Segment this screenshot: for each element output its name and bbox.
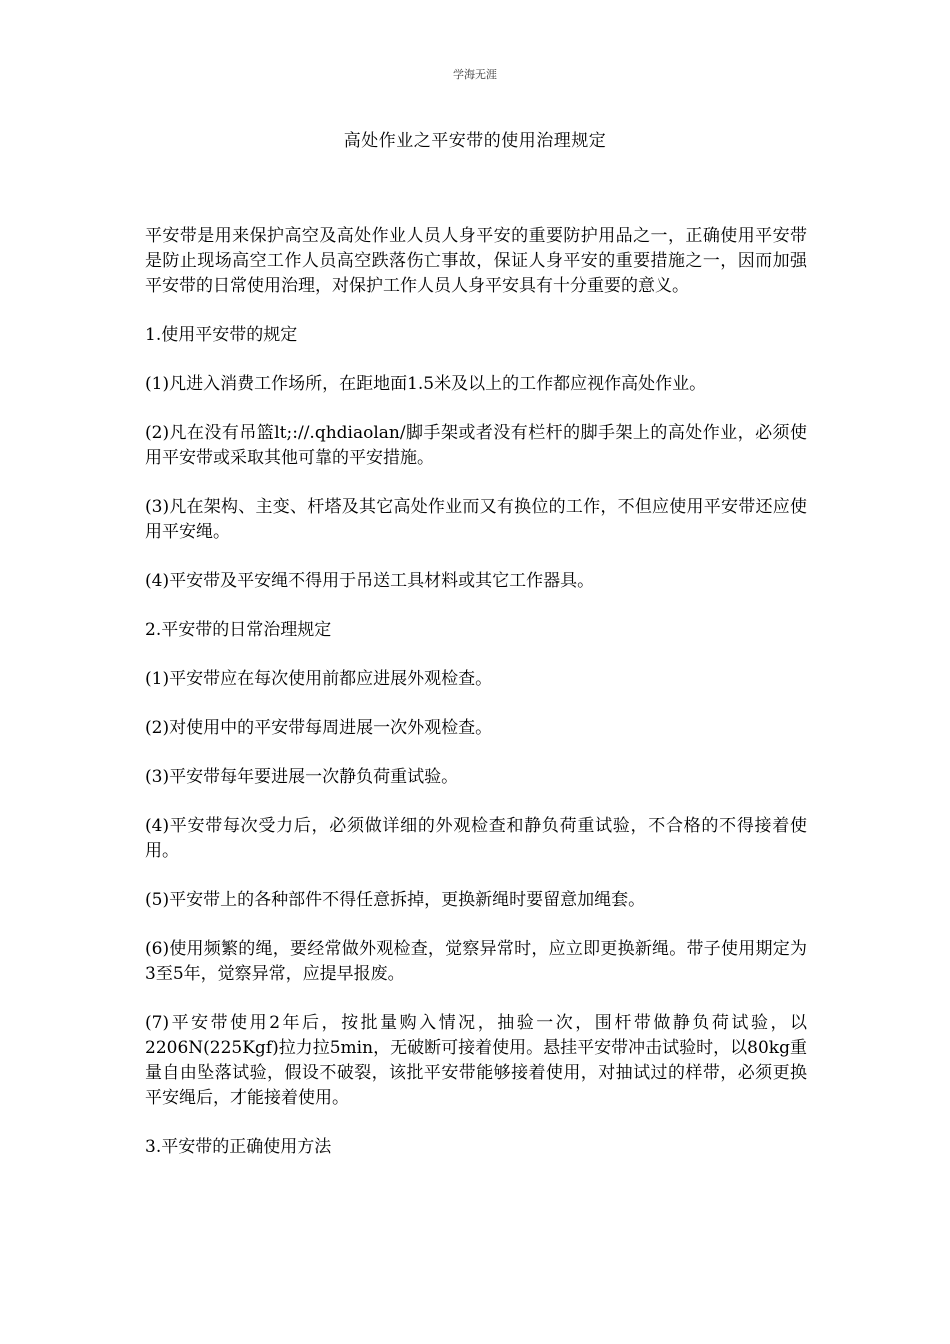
section-heading-2: 2.平安带的日常治理规定: [145, 620, 332, 640]
document-title: 高处作业之平安带的使用治理规定: [343, 131, 607, 151]
page-header: 学海无涯: [453, 68, 497, 81]
document-body: [145, 224, 807, 1184]
list-item: (5)平安带上的各种部件不得任意拆掉，更换新绳时要留意加绳套。: [145, 890, 646, 910]
list-item: (6)使用频繁的绳，要经常做外观检查，觉察异常时，应立即更换新绳。带子使用期定为3至5年，觉察异常，应提早报废。: [145, 939, 807, 984]
list-item: (4)平安带及平安绳不得用于吊送工具材料或其它工作器具。: [145, 571, 595, 591]
list-item: (2)凡在没有吊篮lt;://.qhdiaolan/脚手架或者没有栏杆的脚手架上的高处作业，必须使用平安带或采取其他可靠的平安措施。: [145, 423, 807, 468]
list-item: (7)平安带使用2年后，按批量购入情况，抽验一次，围杆带做静负荷试验，以2206N(225Kgf)拉力拉5min，无破断可接着使用。悬挂平安带冲击试验时，以80kg重量自由坠落试验，假设不破裂，该批平安带能够接着使用，对抽试过的样带，必须更换平安绳后，才能接着使用。: [145, 1013, 807, 1108]
list-item: (2)对使用中的平安带每周进展一次外观检查。: [145, 718, 493, 738]
list-item: (1)凡进入消费工作场所，在距地面1.5米及以上的工作都应视作高处作业。: [145, 374, 707, 394]
list-item: (3)凡在架构、主变、杆塔及其它高处作业而又有换位的工作，不但应使用平安带还应使用平安绳。: [145, 497, 807, 542]
section-heading-3: 3.平安带的正确使用方法: [145, 1137, 332, 1157]
list-item: (4)平安带每次受力后，必须做详细的外观检查和静负荷重试验，不合格的不得接着使用。: [145, 816, 807, 861]
list-item: (3)平安带每年要进展一次静负荷重试验。: [145, 767, 459, 787]
intro-paragraph: 平安带是用来保护高空及高处作业人员人身平安的重要防护用品之一，正确使用平安带是防止现场高空工作人员高空跌落伤亡事故，保证人身平安的重要措施之一，因而加强平安带的日常使用治理，对保护工作人员人身平安具有十分重要的意义。: [145, 226, 807, 296]
list-item: (1)平安带应在每次使用前都应进展外观检查。: [145, 669, 493, 689]
section-heading-1: 1.使用平安带的规定: [145, 325, 298, 345]
